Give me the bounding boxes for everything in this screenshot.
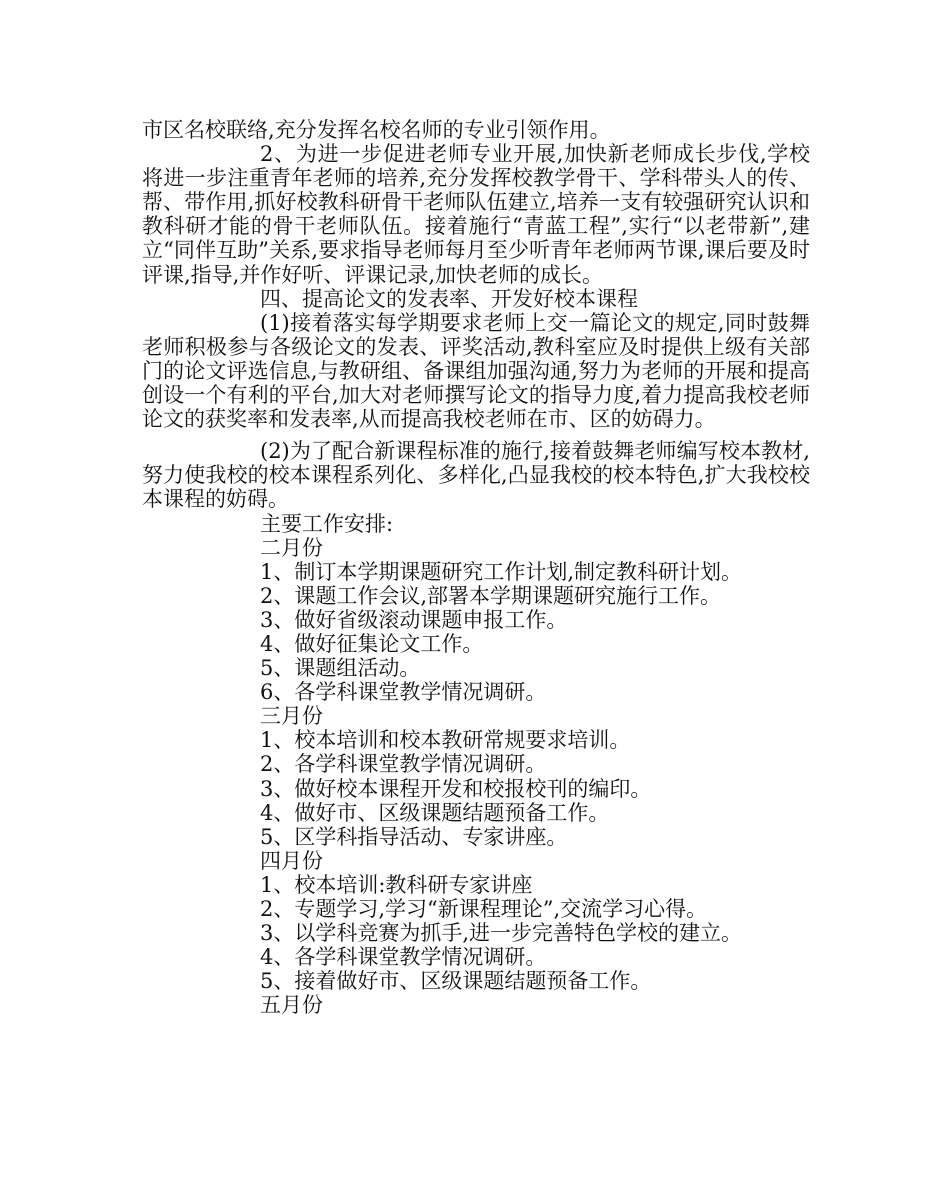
document-body [142,118,810,1017]
list-item: 4、各学科课堂教学情况调研。 [260,945,547,970]
list-item: 4、做好征集论文工作。 [260,631,484,656]
paragraph-2: 2、为进一步促进老师专业开展,加快新老师成长步伐,学校将进一步注重青年老师的培养,充分发挥校教学骨干、学科带头人的传、帮、带作用,抓好校教科研骨干老师队伍建立,培养一支有较强研究认识和教科研才能的骨干老师队伍。接着施行“青蓝工程”,实行“以老带新”,建立“同伴互助”关系,要求指导老师每月至少听青年老师两节课,课后要及时评课,指导,并作好听、评课记录,加快老师的成长。 [142,142,810,287]
list-item: 1、校本培训和校本教研常规要求培训。 [260,728,631,753]
list-item: 4、做好市、区级课题结题预备工作。 [260,800,610,825]
section-heading-four: 四、提高论文的发表率、开发好校本课程 [260,286,638,311]
list-item: 1、制订本学期课题研究工作计划,制定教科研计划。 [260,559,743,584]
list-item: 6、各学科课堂教学情况调研。 [260,680,547,705]
list-item: 5、接着做好市、区级课题结题预备工作。 [260,969,652,994]
list-item: 3、做好校本课程开发和校报校刊的编印。 [260,776,652,801]
list-item: 2、专题学习,学习“新课程理论”,交流学习心得。 [260,897,708,921]
list-item: 5、课题组活动。 [260,656,421,681]
list-item: 2、各学科课堂教学情况调研。 [260,752,547,777]
month-heading-apr: 四月份 [260,848,323,873]
month-heading-may: 五月份 [260,993,323,1018]
paragraph-4: (2)为了配合新课程标准的施行,接着鼓舞老师编写校本教材,努力使我校的校本课程系列化、多样化,凸显我校的校本特色,扩大我校校本课程的妨碍。 [142,439,810,512]
list-item: 3、做好省级滚动课题申报工作。 [260,607,568,632]
paragraph-1: 市区名校联络,充分发挥名校名师的专业引领作用。 [142,118,611,142]
list-item: 3、以学科竞赛为抓手,进一步完善特色学校的建立。 [260,921,743,946]
month-heading-feb: 二月份 [260,535,323,560]
list-item: 5、区学科指导活动、专家讲座。 [260,824,568,849]
paragraph-3: (1)接着落实每学期要求老师上交一篇论文的规定,同时鼓舞老师积极参与各级论文的发表、评奖活动,教科室应及时提供上级有关部门的论文评选信息,与教研组、备课组加强沟通,努力为老师的开展和提高创设一个有利的平台,加大对老师撰写论文的指导力度,着力提高我校老师论文的获奖率和发表率,从而提高我校老师在市、区的妨碍力。 [142,310,810,432]
list-item: 1、校本培训:教科研专家讲座 [260,872,533,897]
month-heading-mar: 三月份 [260,704,323,729]
schedule-heading: 主要工作安排: [260,511,394,536]
list-item: 2、课题工作会议,部署本学期课题研究施行工作。 [260,583,722,608]
